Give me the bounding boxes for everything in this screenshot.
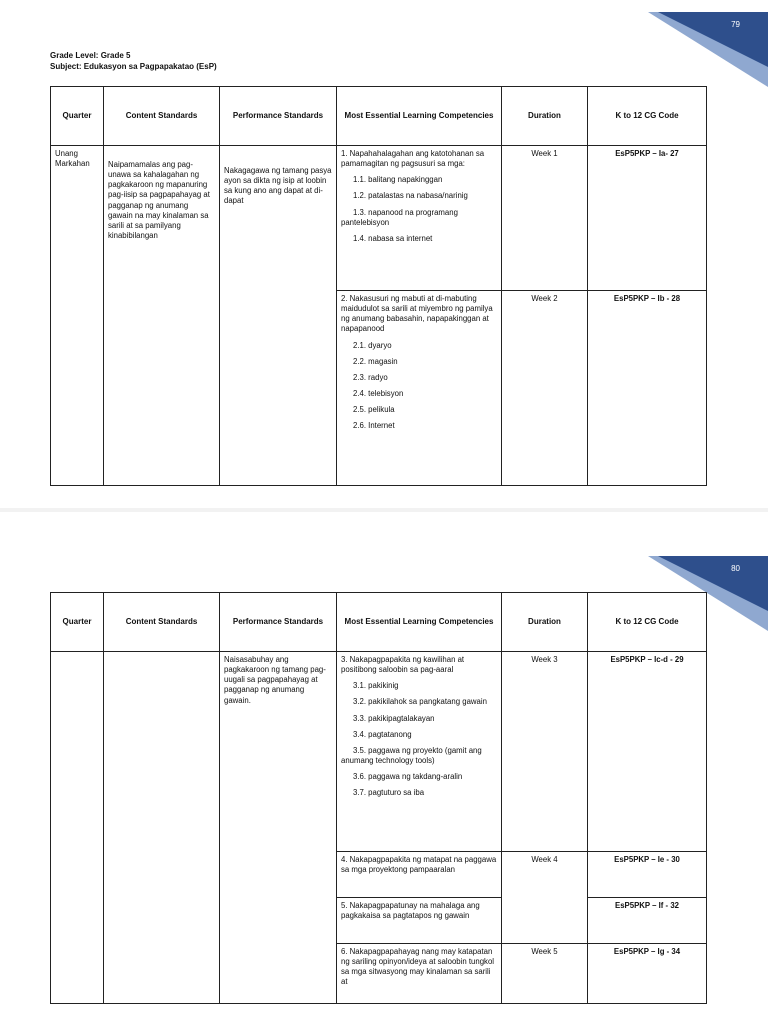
- header-quarter: Quarter: [51, 593, 104, 652]
- performance-standard-cell: Nakagagawa ng tamang pasya ayon sa dikta ng isip at loobin sa kung ano ang dapat at di-dapat: [220, 146, 337, 486]
- competency-cell: [337, 146, 502, 291]
- duration-cell: Week 3: [502, 652, 588, 852]
- duration-cell: Week 2: [502, 291, 588, 486]
- header-cg-code: K to 12 CG Code: [588, 87, 707, 146]
- cg-code-cell: EsP5PKP – Ic-d - 29: [588, 652, 707, 852]
- header-cg-code: K to 12 CG Code: [588, 593, 707, 652]
- competency-text: 3. Nakapagpapakita ng kawilihan at positibong saloobin sa pag-aaral: [341, 655, 465, 675]
- header-performance-standards: Performance Standards: [220, 87, 337, 146]
- competency-item: 1.3. napanood na programang pantelebisyon: [341, 207, 458, 227]
- page-number: 79: [731, 20, 740, 29]
- competency-item: 2.4. telebisyon: [353, 388, 404, 398]
- competency-item: 2.3. radyo: [353, 372, 388, 382]
- competency-item: 1.1. balitang napakinggan: [353, 175, 443, 185]
- table-row: [51, 146, 707, 291]
- page-79: [0, 0, 768, 510]
- header-content-standards: Content Standards: [104, 87, 220, 146]
- competency-item: 3.7. pagtuturo sa iba: [353, 788, 425, 798]
- competency-text: 1. Napahahalagahan ang katotohanan sa pamamagitan ng pagsusuri sa mga:: [341, 149, 485, 169]
- content-standard-cell: Naipamamalas ang pag-unawa sa kahalagahan ng pagkakaroon ng mapanuring pag-iisip sa pagpapahayag at pagganap ng anumang gawain na may kinalaman sa sarili at sa pamilyang kinabibilangan: [104, 146, 220, 486]
- cg-code-cell: EsP5PKP – Ib - 28: [588, 291, 707, 486]
- subject: Subject: Edukasyon sa Pagpapakatao (EsP): [50, 62, 217, 71]
- competency-item: 2.2. magasin: [353, 356, 398, 366]
- grade-level: Grade Level: Grade 5: [50, 51, 131, 60]
- cg-code-cell: EsP5PKP – Ia- 27: [588, 146, 707, 291]
- competency-item: 3.1. pakikinig: [353, 681, 399, 691]
- competency-cell: 4. Nakapagpapakita ng matapat na paggawa sa mga proyektong pampaaralan: [337, 852, 502, 898]
- competency-item: 1.2. patalastas na nabasa/narinig: [353, 191, 468, 201]
- competency-item: 2.1. dyaryo: [353, 340, 392, 350]
- competency-item: 3.3. pakikipagtalakayan: [353, 713, 435, 723]
- quarter-cell: [51, 652, 104, 1004]
- competency-item: 3.4. pagtatanong: [353, 729, 412, 739]
- competency-cell: [337, 291, 502, 486]
- header-row: [51, 593, 707, 652]
- header-duration: Duration: [502, 87, 588, 146]
- competency-cell: [337, 652, 502, 852]
- header-melc: Most Essential Learning Competencies: [337, 593, 502, 652]
- cg-code-cell: EsP5PKP – Ig - 34: [588, 944, 707, 1004]
- table-row: [51, 652, 707, 852]
- header-performance-standards: Performance Standards: [220, 593, 337, 652]
- duration-cell: Week 5: [502, 944, 588, 1004]
- header-melc: Most Essential Learning Competencies: [337, 87, 502, 146]
- content-standard-cell: [104, 652, 220, 1004]
- curriculum-table: [50, 86, 707, 486]
- page-corner-decoration: [648, 12, 768, 87]
- competency-item: 2.6. Internet: [353, 421, 395, 431]
- competency-item: 2.5. pelikula: [353, 405, 395, 414]
- curriculum-table: [50, 592, 707, 1004]
- duration-cell: Week 1: [502, 146, 588, 291]
- competency-item: 1.4. nabasa sa internet: [353, 233, 433, 243]
- header-row: [51, 87, 707, 146]
- competency-cell: 6. Nakapagpapahayag nang may katapatan ng sariling opinyon/ideya at saloobin tungkol sa mga sitwasyong may kinalaman sa sarili at: [337, 944, 502, 1004]
- competency-item: 3.2. pakikilahok sa pangkatang gawain: [353, 697, 487, 707]
- competency-cell: 5. Nakapagpapatunay na mahalaga ang pagkakaisa sa pagtatapos ng gawain: [337, 898, 502, 944]
- competency-item: 3.6. paggawa ng takdang-aralin: [353, 772, 463, 781]
- page-80: [0, 512, 768, 1024]
- quarter-cell: Unang Markahan: [51, 146, 104, 486]
- cg-code-cell: EsP5PKP – Ie - 30: [588, 852, 707, 898]
- duration-cell: Week 4: [502, 852, 588, 944]
- page-number: 80: [731, 564, 740, 573]
- header-content-standards: Content Standards: [104, 593, 220, 652]
- competency-item: 3.5. paggawa ng proyekto (gamit ang anumang technology tools): [341, 745, 482, 765]
- competency-text: 2. Nakasusuri ng mabuti at di-mabuting maidudulot sa sarili at miyembro ng pamilya ng anumang babasahin, napapakinggan at napapanood: [341, 294, 493, 334]
- header-quarter: Quarter: [51, 87, 104, 146]
- cg-code-cell: EsP5PKP – If - 32: [588, 898, 707, 944]
- performance-standard-cell: Naisasabuhay ang pagkakaroon ng tamang pag-uugali sa pagpapahayag at pagganap ng anumang gawain.: [220, 652, 337, 1004]
- header-duration: Duration: [502, 593, 588, 652]
